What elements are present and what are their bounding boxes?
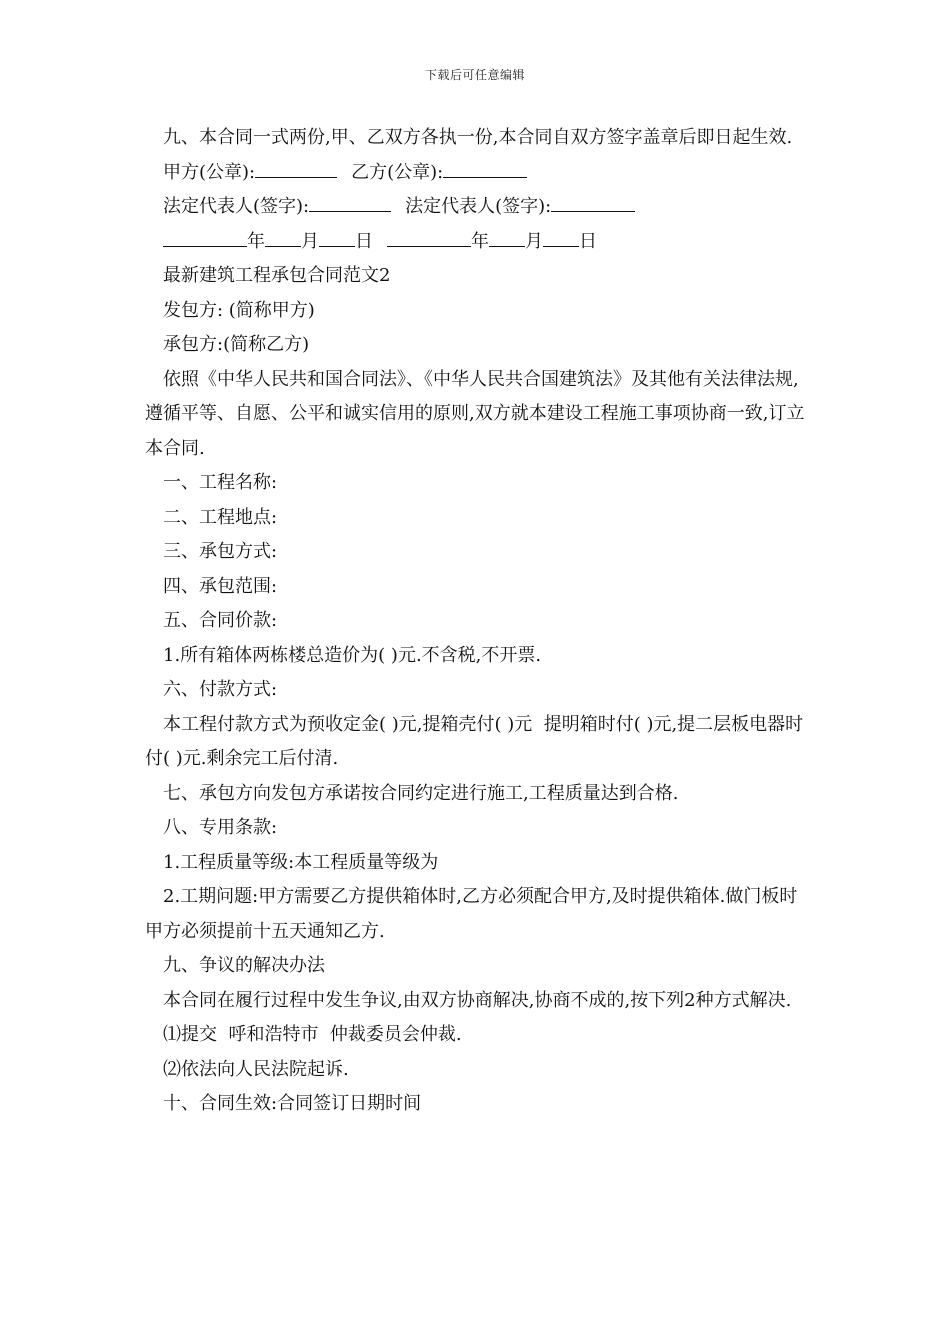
- legal-rep-a-label: 法定代表人(签字):: [163, 196, 310, 217]
- date-b-month-label: 月: [525, 230, 543, 252]
- date-a-month-label: 月: [301, 230, 319, 252]
- clause-quality-grade: 1.工程质量等级:本工程质量等级为: [163, 851, 439, 873]
- date-a-day-label: 日: [355, 230, 373, 252]
- clause-contract-scope: 四、承包范围:: [163, 575, 278, 597]
- date-a-day-blank: [319, 226, 355, 247]
- clause-payment-detail: 本工程付款方式为预收定金( )元,提箱壳付( )元 提明箱时付( )元,提二层板电器时付( )元.剩余完工后付清.: [145, 713, 804, 769]
- contractor-line: 承包方:(简称乙方): [163, 334, 310, 355]
- clause-nine-effect: 九、本合同一式两份,甲、乙双方各执一份,本合同自双方签字盖章后即日起生效.: [163, 127, 793, 148]
- party-a-seal-blank: [255, 157, 337, 178]
- clause-effective: 十、合同生效:合同签订日期时间: [163, 1093, 422, 1114]
- clause-contract-method: 三、承包方式:: [163, 541, 278, 562]
- seal-line: [145, 156, 810, 191]
- clause-schedule: 2.工期问题:甲方需要乙方提供箱体时,乙方必须配合甲方,及时提供箱体.做门板时甲方必须提前十五天通知乙方.: [145, 886, 798, 942]
- document-body: [145, 121, 810, 1122]
- clause-project-name: 一、工程名称:: [163, 472, 278, 493]
- clause-project-location: 二、工程地点:: [163, 506, 278, 528]
- preamble: 依照《中华人民共和国合同法》、《中华人民共合国建筑法》及其他有关法律法规,遵循平等、自愿、公平和诚实信用的原则,双方就本建设工程施工事项协商一致,订立本合同.: [145, 368, 805, 459]
- clause-dispute-detail: 本合同在履行过程中发生争议,由双方协商解决,协商不成的,按下列2种方式解决.: [163, 989, 792, 1011]
- header-note: 下载后可任意编辑: [424, 68, 525, 82]
- issuer-line: 发包方: (简称甲方): [163, 299, 315, 321]
- legal-rep-line: [145, 190, 810, 225]
- date-b-day-label: 日: [579, 230, 597, 252]
- date-b-year-label: 年: [471, 230, 489, 252]
- date-b-day-blank: [543, 226, 579, 247]
- legal-rep-b-label: 法定代表人(签字):: [405, 196, 552, 217]
- date-a-month-blank: [265, 226, 301, 247]
- clause-special-terms: 八、专用条款:: [163, 817, 278, 838]
- dispute-option-arbitration: ⑴提交 呼和浩特市 仲裁委员会仲裁.: [163, 1024, 462, 1045]
- party-b-seal-blank: [443, 157, 527, 178]
- contract-title-2: 最新建筑工程承包合同范文2: [163, 265, 391, 286]
- date-line: [145, 225, 810, 260]
- clause-dispute: 九、争议的解决办法: [163, 955, 325, 976]
- dispute-option-court: ⑵依法向人民法院起诉.: [163, 1058, 349, 1080]
- clause-payment-method: 六、付款方式:: [163, 679, 278, 700]
- party-b-seal-label: 乙方(公章):: [351, 161, 444, 183]
- date-a-year-label: 年: [247, 230, 265, 252]
- date-b-month-blank: [489, 226, 525, 247]
- date-a-year-blank: [163, 226, 247, 247]
- clause-commitment: 七、承包方向发包方承诺按合同约定进行施工,工程质量达到合格.: [163, 782, 679, 804]
- clause-contract-price: 五、合同价款:: [163, 610, 278, 631]
- legal-rep-b-blank: [551, 191, 635, 212]
- clause-price-detail: 1.所有箱体两栋楼总造价为( )元.不含税,不开票.: [163, 644, 542, 666]
- party-a-seal-label: 甲方(公章):: [163, 161, 256, 183]
- date-b-year-blank: [387, 226, 471, 247]
- legal-rep-a-blank: [309, 191, 391, 212]
